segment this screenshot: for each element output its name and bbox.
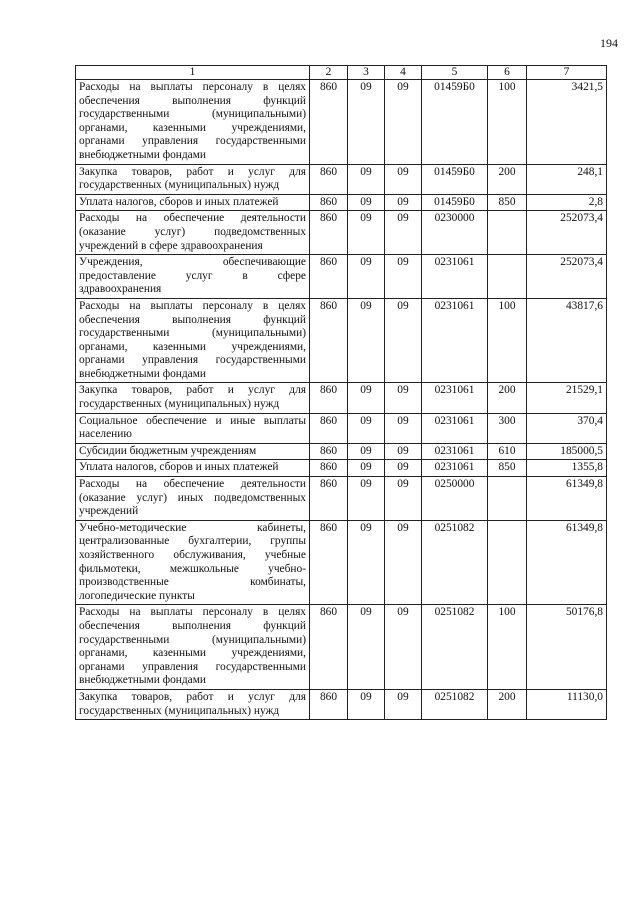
row-amount: 61349,8 [527, 477, 607, 521]
row-description: Уплата налогов, сборов и иных платежей [76, 194, 310, 211]
table-row [76, 383, 607, 413]
row-amount: 248,1 [527, 164, 607, 194]
table-row [76, 689, 607, 719]
table-row [76, 520, 607, 605]
row-code-subsection: 09 [385, 194, 422, 211]
table-row [76, 443, 607, 460]
row-amount: 2,8 [527, 194, 607, 211]
row-code-ministry: 860 [310, 520, 348, 605]
row-amount: 252073,4 [527, 255, 607, 299]
row-description: Закупка товаров, работ и услуг для государственных (муниципальных) нужд [76, 383, 310, 413]
row-code-ministry: 860 [310, 605, 348, 690]
table-row [76, 80, 607, 165]
row-code-expense-type: 100 [488, 298, 527, 383]
row-amount: 43817,6 [527, 298, 607, 383]
row-description: Расходы на выплаты персоналу в целях обеспечения выполнения функций государственными (муниципальными) органами, казенными учреждениями, органами управления государственными внебюджетными фондами [76, 80, 310, 165]
row-code-ministry: 860 [310, 164, 348, 194]
row-code-subsection: 09 [385, 211, 422, 255]
row-code-ministry: 860 [310, 689, 348, 719]
row-code-target: 0251082 [422, 520, 488, 605]
row-description: Субсидии бюджетным учреждениям [76, 443, 310, 460]
row-code-target: 0251082 [422, 605, 488, 690]
row-code-subsection: 09 [385, 80, 422, 165]
row-code-target: 0231061 [422, 255, 488, 299]
row-amount: 1355,8 [527, 460, 607, 477]
row-code-ministry: 860 [310, 383, 348, 413]
row-code-subsection: 09 [385, 443, 422, 460]
row-code-ministry: 860 [310, 477, 348, 521]
row-code-ministry: 860 [310, 194, 348, 211]
row-code-expense-type: 850 [488, 460, 527, 477]
row-code-section: 09 [348, 460, 385, 477]
row-code-ministry: 860 [310, 255, 348, 299]
row-code-target: 01459Б0 [422, 80, 488, 165]
row-code-expense-type: 100 [488, 605, 527, 690]
row-code-section: 09 [348, 298, 385, 383]
row-code-section: 09 [348, 413, 385, 443]
row-code-target: 0230000 [422, 211, 488, 255]
row-code-target: 0231061 [422, 443, 488, 460]
header-cell: 4 [385, 66, 422, 80]
row-code-expense-type: 200 [488, 164, 527, 194]
table-row [76, 460, 607, 477]
row-description: Учебно-методические кабинеты, централизованные бухгалтерии, группы хозяйственного обслуживания, учебные фильмотеки, межшкольные учебно-производственные комбинаты, логопедические пункты [76, 520, 310, 605]
row-code-subsection: 09 [385, 298, 422, 383]
row-description: Закупка товаров, работ и услуг для государственных (муниципальных) нужд [76, 689, 310, 719]
row-description: Учреждения, обеспечивающие предоставление услуг в сфере здравоохранения [76, 255, 310, 299]
table-row [76, 605, 607, 690]
row-code-expense-type [488, 520, 527, 605]
table-row [76, 298, 607, 383]
row-description: Расходы на обеспечение деятельности (оказание услуг) подведомственных учреждений в сфере здравоохранения [76, 211, 310, 255]
row-code-expense-type [488, 255, 527, 299]
row-amount: 252073,4 [527, 211, 607, 255]
row-code-target: 0231061 [422, 413, 488, 443]
row-code-target: 01459Б0 [422, 164, 488, 194]
row-code-subsection: 09 [385, 605, 422, 690]
header-cell: 6 [488, 66, 527, 80]
header-cell: 2 [310, 66, 348, 80]
row-code-ministry: 860 [310, 443, 348, 460]
row-code-subsection: 09 [385, 520, 422, 605]
row-description: Закупка товаров, работ и услуг для государственных (муниципальных) нужд [76, 164, 310, 194]
table-row [76, 211, 607, 255]
row-code-subsection: 09 [385, 460, 422, 477]
row-code-expense-type: 610 [488, 443, 527, 460]
row-code-section: 09 [348, 255, 385, 299]
row-code-section: 09 [348, 443, 385, 460]
page-number: 194 [600, 36, 618, 50]
row-code-target: 0231061 [422, 298, 488, 383]
row-code-subsection: 09 [385, 413, 422, 443]
row-code-expense-type: 200 [488, 689, 527, 719]
row-code-section: 09 [348, 164, 385, 194]
row-code-target: 01459Б0 [422, 194, 488, 211]
row-code-section: 09 [348, 383, 385, 413]
row-code-expense-type [488, 211, 527, 255]
row-code-ministry: 860 [310, 80, 348, 165]
row-code-subsection: 09 [385, 477, 422, 521]
header-cell: 5 [422, 66, 488, 80]
row-description: Расходы на выплаты персоналу в целях обеспечения выполнения функций государственными (муниципальными) органами, казенными учреждениями, органами управления государственными внебюджетными фондами [76, 298, 310, 383]
row-amount: 61349,8 [527, 520, 607, 605]
table-row [76, 255, 607, 299]
row-description: Уплата налогов, сборов и иных платежей [76, 460, 310, 477]
table-row [76, 477, 607, 521]
row-code-expense-type: 300 [488, 413, 527, 443]
row-code-expense-type [488, 477, 527, 521]
header-cell: 7 [527, 66, 607, 80]
budget-table [75, 65, 607, 720]
row-description: Социальное обеспечение и иные выплаты населению [76, 413, 310, 443]
row-amount: 185000,5 [527, 443, 607, 460]
table-row [76, 413, 607, 443]
row-amount: 3421,5 [527, 80, 607, 165]
row-code-section: 09 [348, 520, 385, 605]
row-code-section: 09 [348, 194, 385, 211]
table-row [76, 164, 607, 194]
row-code-ministry: 860 [310, 460, 348, 477]
row-code-expense-type: 850 [488, 194, 527, 211]
header-cell: 3 [348, 66, 385, 80]
row-code-ministry: 860 [310, 413, 348, 443]
row-code-section: 09 [348, 689, 385, 719]
row-code-subsection: 09 [385, 255, 422, 299]
row-code-section: 09 [348, 605, 385, 690]
row-description: Расходы на выплаты персоналу в целях обеспечения выполнения функций государственными (муниципальными) органами, казенными учреждениями, органами управления государственными внебюджетными фондами [76, 605, 310, 690]
header-row [76, 66, 607, 80]
row-code-subsection: 09 [385, 164, 422, 194]
row-amount: 370,4 [527, 413, 607, 443]
row-code-subsection: 09 [385, 689, 422, 719]
table-row [76, 194, 607, 211]
row-code-target: 0251082 [422, 689, 488, 719]
row-code-target: 0231061 [422, 460, 488, 477]
row-description: Расходы на обеспечение деятельности (оказание услуг) иных подведомственных учреждений [76, 477, 310, 521]
row-code-section: 09 [348, 477, 385, 521]
row-code-expense-type: 200 [488, 383, 527, 413]
row-amount: 11130,0 [527, 689, 607, 719]
row-code-ministry: 860 [310, 298, 348, 383]
row-code-section: 09 [348, 211, 385, 255]
row-amount: 21529,1 [527, 383, 607, 413]
row-code-target: 0250000 [422, 477, 488, 521]
row-code-target: 0231061 [422, 383, 488, 413]
row-code-expense-type: 100 [488, 80, 527, 165]
row-amount: 50176,8 [527, 605, 607, 690]
row-code-ministry: 860 [310, 211, 348, 255]
row-code-section: 09 [348, 80, 385, 165]
row-code-subsection: 09 [385, 383, 422, 413]
header-cell: 1 [76, 66, 310, 80]
